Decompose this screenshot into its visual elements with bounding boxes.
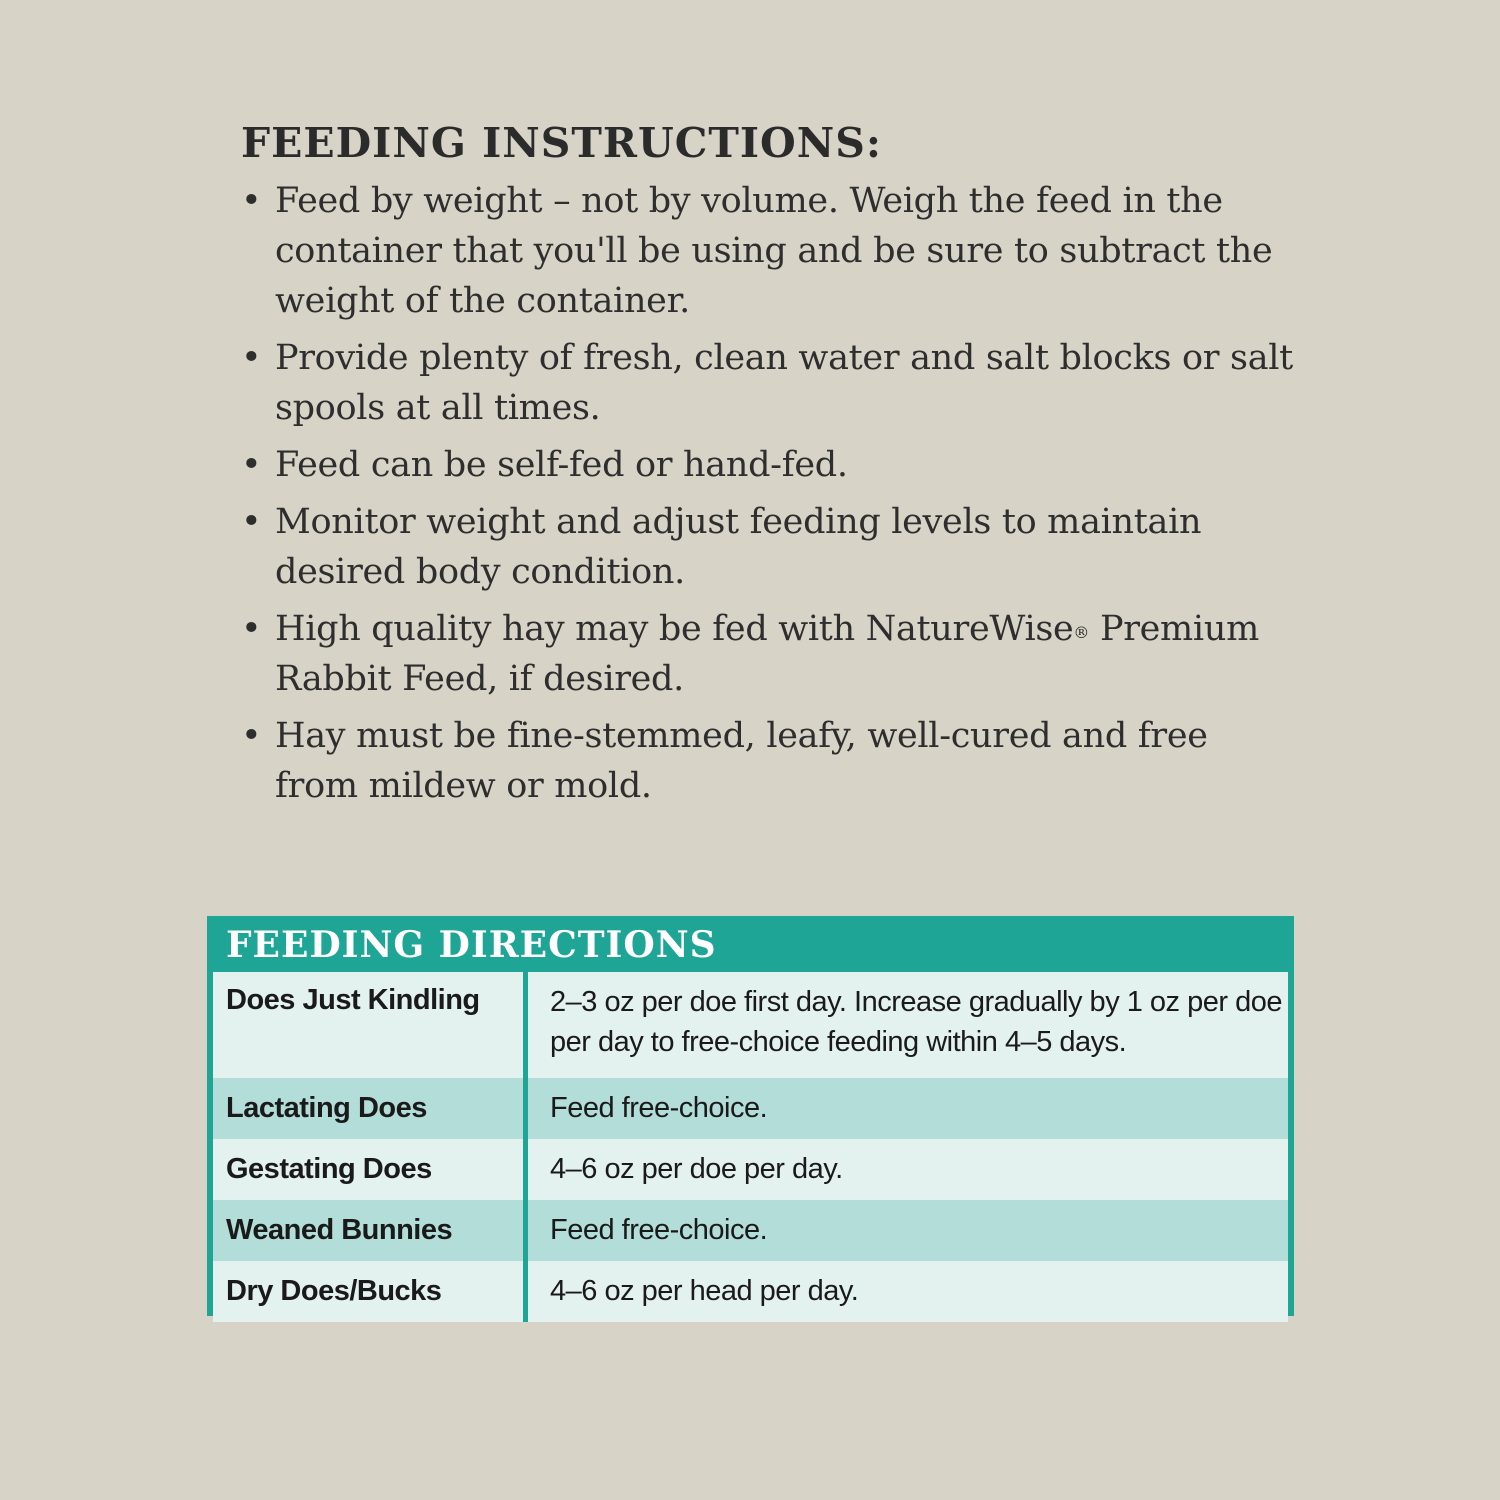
row-label: Weaned Bunnies [213,1200,526,1261]
instruction-text: Hay must be fine-stemmed, leafy, well-cured and free from mildew or mold. [275,716,1208,806]
instructions-title: FEEDING INSTRUCTIONS: [241,119,882,167]
instruction-text: High quality hay may be fed with NatureWise [275,609,1074,649]
directions-title: FEEDING DIRECTIONS [226,924,717,966]
instruction-text: Feed can be self-fed or hand-fed. [275,445,848,485]
table-row [213,1078,1288,1139]
row-value: Feed free-choice. [526,1078,1289,1139]
table-row [213,1200,1288,1261]
bullet-icon: • [241,338,262,378]
row-value: 2–3 oz per doe first day. Increase gradually by 1 oz per doe per day to free-choice feeding within 4–5 days. [526,972,1289,1078]
bullet-icon: • [241,181,262,221]
instruction-text: Provide plenty of fresh, clean water and salt blocks or salt spools at all times. [275,338,1293,428]
instruction-item [241,440,1301,490]
registered-mark: ® [1073,623,1090,642]
bullet-icon: • [241,445,262,485]
instruction-text: Monitor weight and adjust feeding levels to maintain desired body condition. [275,502,1202,592]
table-row [213,1261,1288,1322]
instruction-item [241,333,1301,433]
row-value: 4–6 oz per head per day. [526,1261,1289,1322]
instruction-item [241,497,1301,597]
row-label: Does Just Kindling [213,972,526,1078]
row-label: Lactating Does [213,1078,526,1139]
row-label: Gestating Does [213,1139,526,1200]
table-row [213,1139,1288,1200]
instruction-item [241,711,1301,811]
row-label: Dry Does/Bucks [213,1261,526,1322]
feeding-instructions [241,118,1301,818]
bullet-icon: • [241,716,262,756]
directions-grid [213,972,1288,1322]
instruction-item [241,604,1301,704]
row-value: 4–6 oz per doe per day. [526,1139,1289,1200]
bullet-icon: • [241,502,262,542]
instruction-item [241,176,1301,326]
feeding-directions-table [207,916,1294,1316]
table-row [213,972,1288,1078]
instruction-text-continued: Premium Rabbit Feed, if desired. [275,609,1259,699]
instruction-text: Feed by weight – not by volume. Weigh the feed in the container that you'll be using and be sure to subtract the weight of the container. [275,181,1273,321]
instructions-list [241,176,1301,811]
row-value: Feed free-choice. [526,1200,1289,1261]
bullet-icon: • [241,609,262,649]
